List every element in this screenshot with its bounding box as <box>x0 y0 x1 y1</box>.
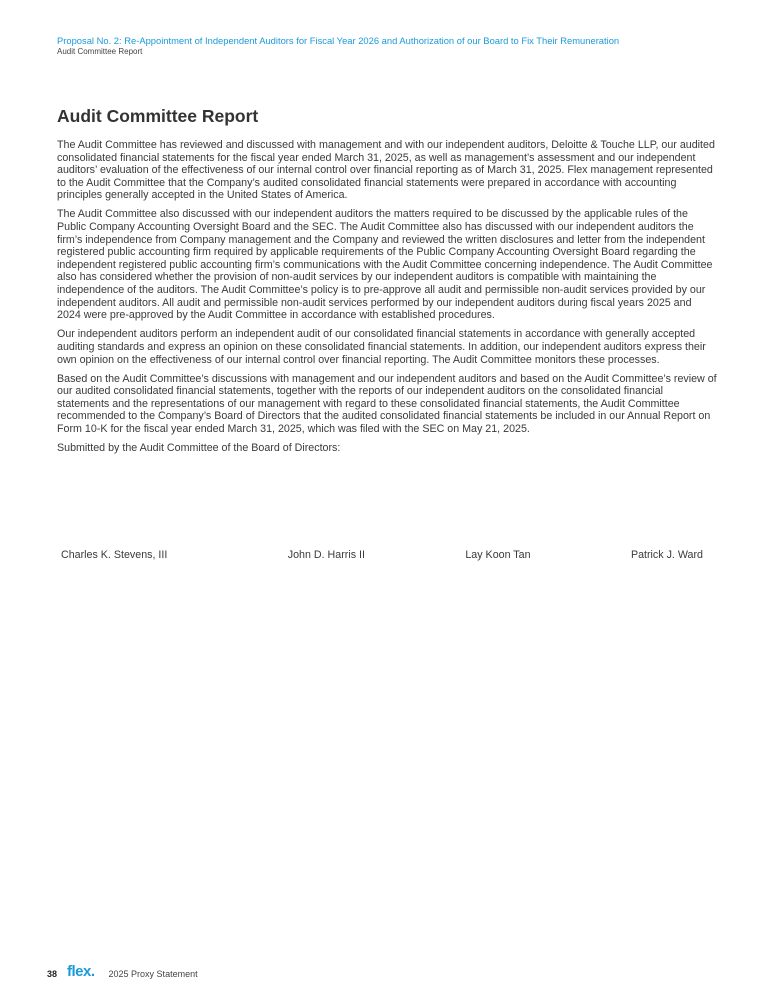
signatory: Charles K. Stevens, III <box>61 549 168 561</box>
document-name: 2025 Proxy Statement <box>108 968 198 979</box>
page-number: 38 <box>47 968 58 979</box>
report-body <box>57 139 717 461</box>
flex-logo: flex. <box>67 963 95 980</box>
paragraph: Submitted by the Audit Committee of the Board of Directors: <box>57 442 341 455</box>
subsection-header: Audit Committee Report <box>57 47 143 56</box>
signatory: Patrick J. Ward <box>630 549 703 561</box>
paragraph: Based on the Audit Committee’s discussions with management and our independent auditors and based on the Audit Committee’s review of our audited consolidated financial statements, together with the reports of our independent auditors on the consolidated financial statements and the representations of our management with regard to these consolidated financial statements, the Audit Committee recommended to the Company’s Board of Directors that the audited consolidated financial statements be included in our Annual Report on Form 10-K for the fiscal year ended March 31, 2025, which was filed with the SEC on May 21, 2025. <box>57 372 717 435</box>
section-header: Proposal No. 2: Re-Appointment of Independent Auditors for Fiscal Year 2026 and Authorization of our Board to Fix Their Remuneration <box>57 35 620 46</box>
signatory: John D. Harris II <box>287 549 365 561</box>
page-title: Audit Committee Report <box>57 106 259 126</box>
signatory: Lay Koon Tan <box>465 549 531 561</box>
signatories <box>61 549 703 561</box>
footer <box>47 965 198 982</box>
paragraph: Our independent auditors perform an independent audit of our consolidated financial statements in accordance with generally accepted auditing standards and express an opinion on these consolidated financial statements. In addition, our independent auditors express their own opinion on the effectiveness of our internal control over financial reporting. The Audit Committee monitors these processes. <box>57 328 706 366</box>
paragraph: The Audit Committee also discussed with our independent auditors the matters required to be discussed by the applicable rules of the Public Company Accounting Oversight Board and the SEC. The Audit Committee also has discussed with our independent auditors the firm’s independence from Company management and the Company and reviewed the written disclosures and letter from the independent registered public accounting firm required by applicable requirements of the Public Company Accounting Oversight Board regarding the independent registered public accounting firm’s communications with the Audit Committee concerning independence. The Audit Committee also has considered whether the provision of non-audit services by our independent auditors is compatible with maintaining the independence of the auditors. The Audit Committee’s policy is to pre-approve all audit and permissible non-audit services provided by our independent auditors. All audit and permissible non-audit services performed by our independent auditors during fiscal years 2025 and 2024 were pre-approved by the Audit Committee in accordance with established procedures. <box>57 208 713 322</box>
paragraph: The Audit Committee has reviewed and discussed with management and with our independent auditors, Deloitte & Touche LLP, our audited consolidated financial statements for the fiscal year ended March 31, 2025, as well as management’s assessment and our independent auditors’ evaluation of the effectiveness of our internal control over financial reporting as of March 31, 2025. Flex management represented to the Audit Committee that the Company’s audited consolidated financial statements were prepared in accordance with accounting principles generally accepted in the United States of America. <box>57 139 715 202</box>
